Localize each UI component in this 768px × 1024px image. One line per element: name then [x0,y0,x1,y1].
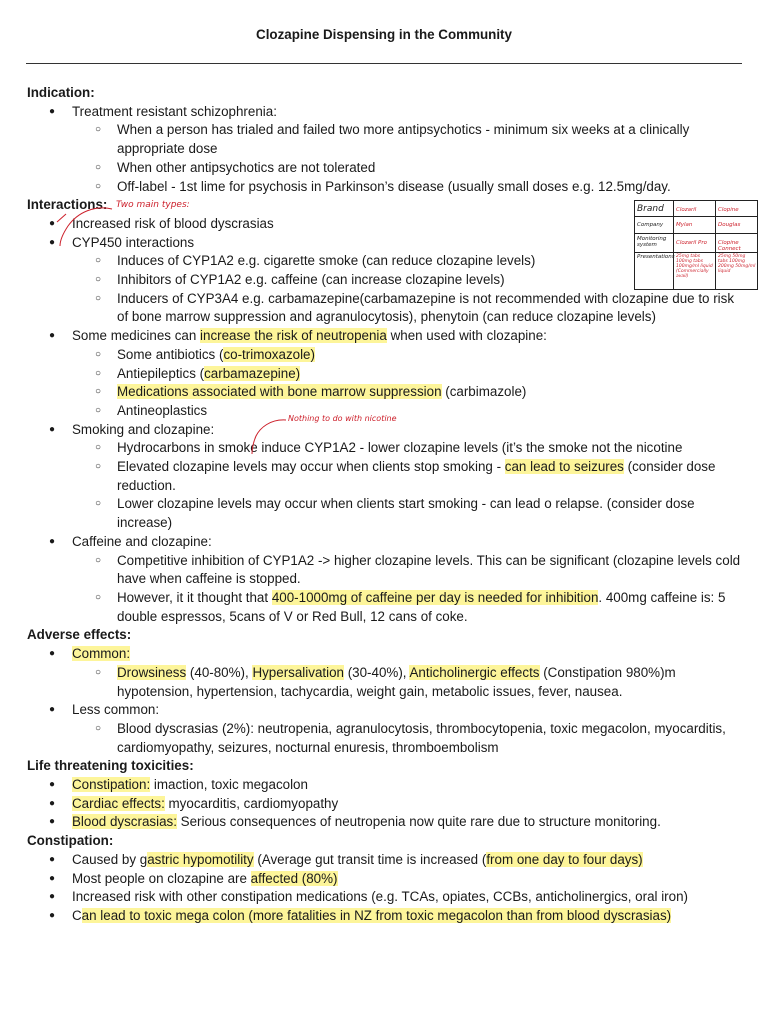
text-run: (Average gut transit time is increased ( [253,851,487,867]
text-run: . 400mg caffeine is: 5 double espressos, 5cans of V or Red Bull, 12 cans of coke. [117,589,726,624]
text-run: However, it it thought that [117,589,272,605]
heading-indication [27,84,747,103]
annotation-interactions-note: Two main types: [116,200,190,210]
text-run: Some medicines can [72,328,201,344]
sub-bullet-item [27,178,747,197]
text-run: (carbimazole) [441,384,527,400]
table-key-presentations: Presentations [637,254,675,260]
highlighted-text: co-trimoxazole) [223,346,315,362]
text-run: Less common: [72,702,160,718]
sub-bullet-item [27,664,747,701]
handwritten-brand-table [634,200,758,290]
bullet-item [27,795,747,814]
highlighted-text: astric hypomotility [147,851,254,867]
text-run: When a person has trialed and failed two more antipsychotics - minimum six weeks at a clinically appropriate dose [117,122,690,157]
table-cell: 25mg tabs 100mg tabs 100mg/ml liquid (Commercially avail) [676,254,713,279]
annotation-smoking-note: Nothing to do with nicotine [288,414,397,423]
text-run: Smoking and clozapine: [72,421,215,437]
sub-bullet-item [27,458,747,495]
text-run: C [72,907,82,923]
table-key-company: Company [637,222,664,228]
text-run: Elevated clozapine levels may occur when clients stop smoking - [117,459,505,475]
text-run: Increased risk with other constipation medications (e.g. TCAs, opiates, CCBs, anticholinergics, oral iron) [72,889,688,905]
sub-bullet-item [27,159,747,178]
text-run: Indication: [27,85,95,100]
text-run: Treatment resistant schizophrenia: [72,103,277,119]
sub-bullet-item [27,346,747,365]
text-run: When other antipsychotics are not tolerated [117,159,376,175]
heading-adverse-effects [27,626,747,645]
bullet-item [27,701,747,720]
highlighted-text: Common: [72,646,131,662]
sub-bullet-item [27,495,747,532]
text-run: Inhibitors of CYP1A2 e.g. caffeine (can increase clozapine levels) [117,272,505,288]
bullet-item [27,103,747,122]
title-divider [26,63,742,64]
sub-bullet-item [27,552,747,589]
text-run: Induces of CYP1A2 e.g. cigarette smoke (can reduce clozapine levels) [117,253,536,269]
heading-life-threatening [27,757,747,776]
text-run: Lower clozapine levels may occur when clients start smoking - can lead o relapse. (consider dose increase) [117,496,695,531]
sub-bullet-item [27,720,747,757]
text-run: (Constipation 980%)m hypotension, hypertension, tachycardia, weight gain, metabolic issues, fever, nausea. [117,664,676,699]
bullet-item [27,421,747,440]
text-run: Hydrocarbons in smoke induce CYP1A2 - lower clozapine levels (it’s the smoke not the nicotine [117,440,683,456]
sub-bullet-item [27,383,747,402]
highlighted-text: Medications associated with bone marrow suppression [117,384,442,400]
text-run: Increased risk of blood dyscrasias [72,215,274,231]
text-run: Off-label - 1st lime for psychosis in Parkinson’s disease (usually small doses e.g. 12.5mg/day. [117,178,671,194]
bullet-item [27,813,747,832]
bullet-item [27,907,747,926]
highlighted-text: can lead to seizures [504,459,624,475]
text-run: Blood dyscrasias (2%): neutropenia, agranulocytosis, thrombocytopenia, toxic megacolon, myocarditis, cardiomyopathy, seizures, nocturnal enuresis, thromboembolism [117,720,726,755]
bullet-item [27,851,747,870]
text-run: Serious consequences of neutropenia now quite rare due to structure monitoring. [176,814,661,830]
text-run: Life threatening toxicities: [27,758,194,774]
highlighted-text: 400-1000mg of caffeine per day is needed for inhibition [271,589,599,605]
text-run: Constipation: [27,833,114,849]
text-run: (40-80%), [186,664,253,680]
sub-bullet-item [27,290,747,327]
text-run: (30-40%), [343,664,410,680]
highlighted-text: an lead to toxic mega colon (more fatalities in NZ from toxic megacolon than from blood dyscrasias) [81,907,672,923]
text-run: (consider dose reduction. [117,459,716,493]
highlighted-text: affected (80%) [250,870,338,886]
highlighted-text: Cardiac effects: [72,795,165,811]
table-cell: Clozaril Pro [676,240,707,246]
text-run: CYP450 interactions [72,234,195,250]
bullet-item [27,888,747,907]
text-run: Inducers of CYP3A4 e.g. carbamazepine(carbamazepine is not recommended with clozapine due to risk of bone marrow suppression and agranulocytosis), phenytoin (can reduce clozapine levels) [117,290,735,325]
highlighted-text: Hypersalivation [252,664,344,680]
text-run: Antiepileptics ( [117,365,205,381]
highlighted-text: Drowsiness [117,664,187,680]
table-cell: Clopine [718,207,739,213]
text-run: imaction, toxic megacolon [150,777,308,793]
highlighted-text: increase the risk of neutropenia [200,328,387,344]
highlighted-text: Anticholinergic effects [409,664,540,680]
bullet-item [27,776,747,795]
text-run: Adverse effects: [27,627,132,643]
table-cell: Douglas [718,222,741,228]
highlighted-text: carbamazepine) [204,365,301,381]
highlighted-text: from one day to four days) [486,851,643,867]
text-run: Antineoplastics [117,402,208,418]
bullet-item [27,645,747,664]
table-cell: Clozaril [676,207,697,213]
text-run: when used with clozapine: [386,328,547,344]
text-run: Caffeine and clozapine: [72,533,212,549]
highlighted-text: Constipation: [72,777,151,793]
text-run: Caused by g [72,851,148,867]
table-cell: Mylan [676,222,693,228]
text-run: Most people on clozapine are [72,870,251,886]
sub-bullet-item [27,589,747,626]
bullet-item [27,870,747,889]
table-cell: 25mg 50mg tabs 100mg 200mg 50mg/ml liquid [718,254,756,274]
table-key-monitoring: Monitoring system [637,236,667,248]
highlighted-text: Blood dyscrasias: [72,814,177,830]
bullet-item [27,327,747,346]
table-key-brand: Brand [637,204,664,214]
table-cell: Clopine Connect [718,240,741,252]
text-run: myocarditis, cardiomyopathy [164,795,339,811]
text-run: Interactions: [27,197,108,213]
heading-constipation [27,832,747,851]
sub-bullet-item [27,121,747,158]
text-run: Competitive inhibition of CYP1A2 -> higher clozapine levels. This can be significant (clozapine levels cold have when caffeine is stopped. [117,552,741,587]
document-title: Clozapine Dispensing in the Community [256,27,512,42]
text-run: Some antibiotics ( [117,346,224,362]
sub-bullet-item [27,439,747,458]
bullet-item [27,533,747,552]
sub-bullet-item [27,365,747,384]
